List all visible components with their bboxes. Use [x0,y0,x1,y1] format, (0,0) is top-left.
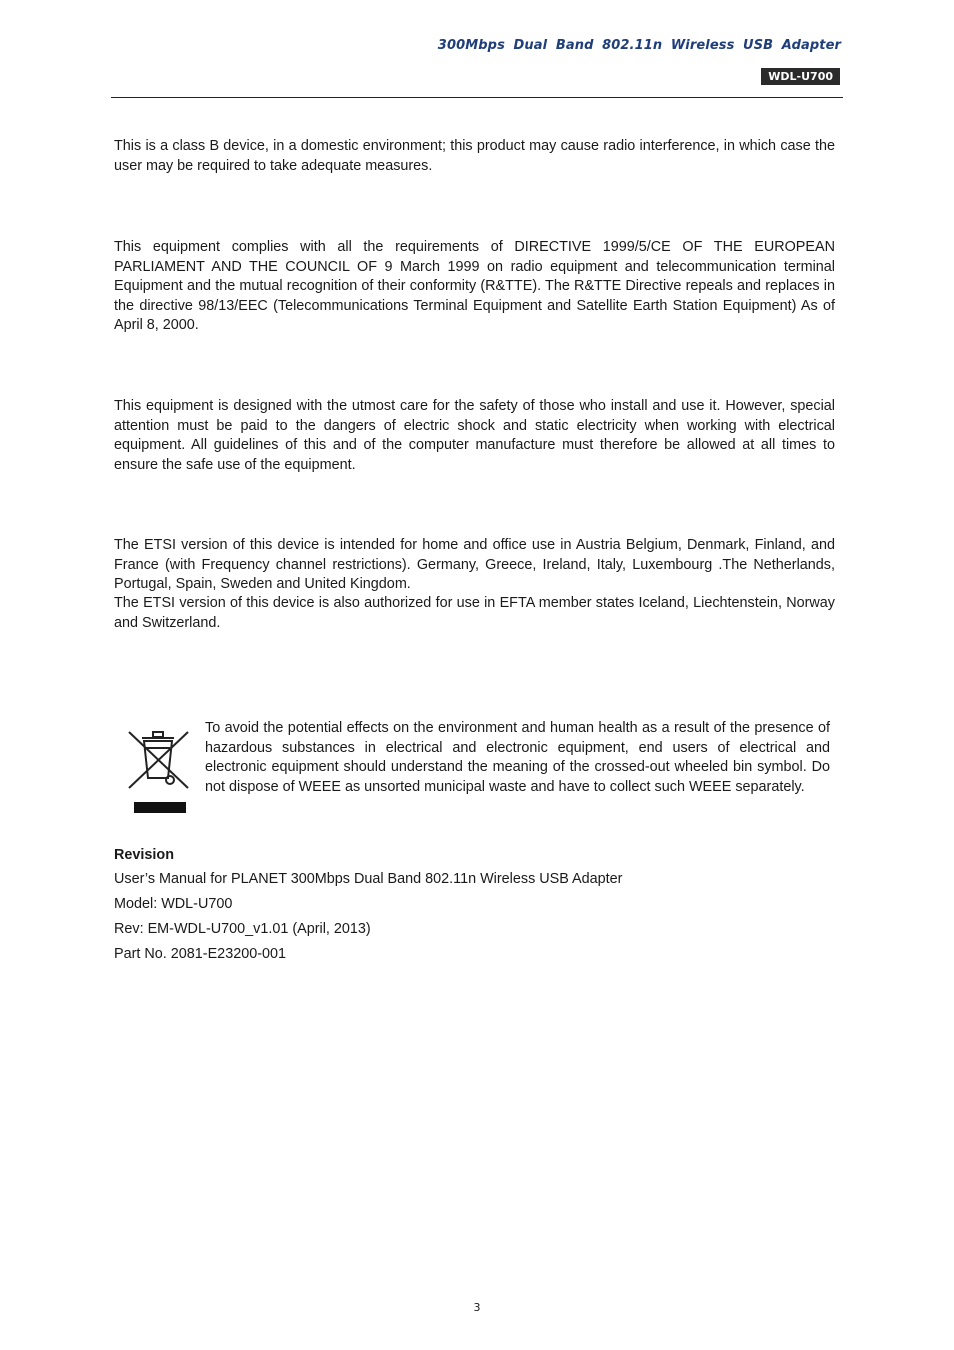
revision-line: Rev: EM-WDL-U700_v1.01 (April, 2013) [114,921,371,937]
efta-notice: The ETSI version of this device is also authorized for use in EFTA member states Iceland, Liechtenstein, Norway and Switzerland. [114,595,835,631]
model-badge: WDL-U700 [761,68,840,85]
class-b-notice: This is a class B device, in a domestic environment; this product may cause radio interference, in which case the user may be required to take adequate measures. [114,138,835,174]
model-line: Model: WDL-U700 [114,896,233,912]
part-number-line: Part No. 2081-E23200-001 [114,946,287,962]
header-title: 300Mbps Dual Band 802.11n Wireless USB Adapter [437,38,841,53]
page-number: 3 [473,1301,481,1314]
weee-notice: To avoid the potential effects on the environment and human health as a result of the presence of hazardous substances in electrical and electronic equipment, end users of electrical and electronic equipment should understand the meaning of the crossed-out wheeled bin symbol. Do not dispose of WEEE as unsorted municipal waste and have to collect such WEEE separately. [205,720,830,795]
manual-title: User’s Manual for PLANET 300Mbps Dual Band 802.11n Wireless USB Adapter [114,871,623,887]
safety-notice: This equipment is designed with the utmost care for the safety of those who install and use it. However, special attention must be paid to the dangers of electric shock and static electricity when working with electrical equipment. All guidelines of this and of the computer manufacture must therefore be allowed at all times to ensure the safe use of the equipment. [114,398,835,473]
rtte-directive-notice: This equipment complies with all the requirements of DIRECTIVE 1999/5/CE OF THE EUROPEAN PARLIAMENT AND THE COUNCIL OF 9 March 1999 on radio equipment and telecommunication terminal Equipment and the mutual recognition of their conformity (R&TTE). The R&TTE Directive repeals and replaces in the directive 98/13/EEC (Telecommunications Terminal Equipment and Satellite Earth Station Equipment) As of April 8, 2000. [114,239,835,333]
revision-heading: Revision [114,847,174,863]
header-divider [111,97,843,98]
crossed-out-wheeled-bin-icon [126,726,192,816]
revision-block [114,843,622,967]
etsi-notice: The ETSI version of this device is intended for home and office use in Austria Belgium, Denmark, Finland, and France (with Frequency channel restrictions). Germany, Greece, Ireland, Italy, Luxembourg .The Netherlands, Portugal, Spain, Sweden and United Kingdom. [114,537,835,592]
